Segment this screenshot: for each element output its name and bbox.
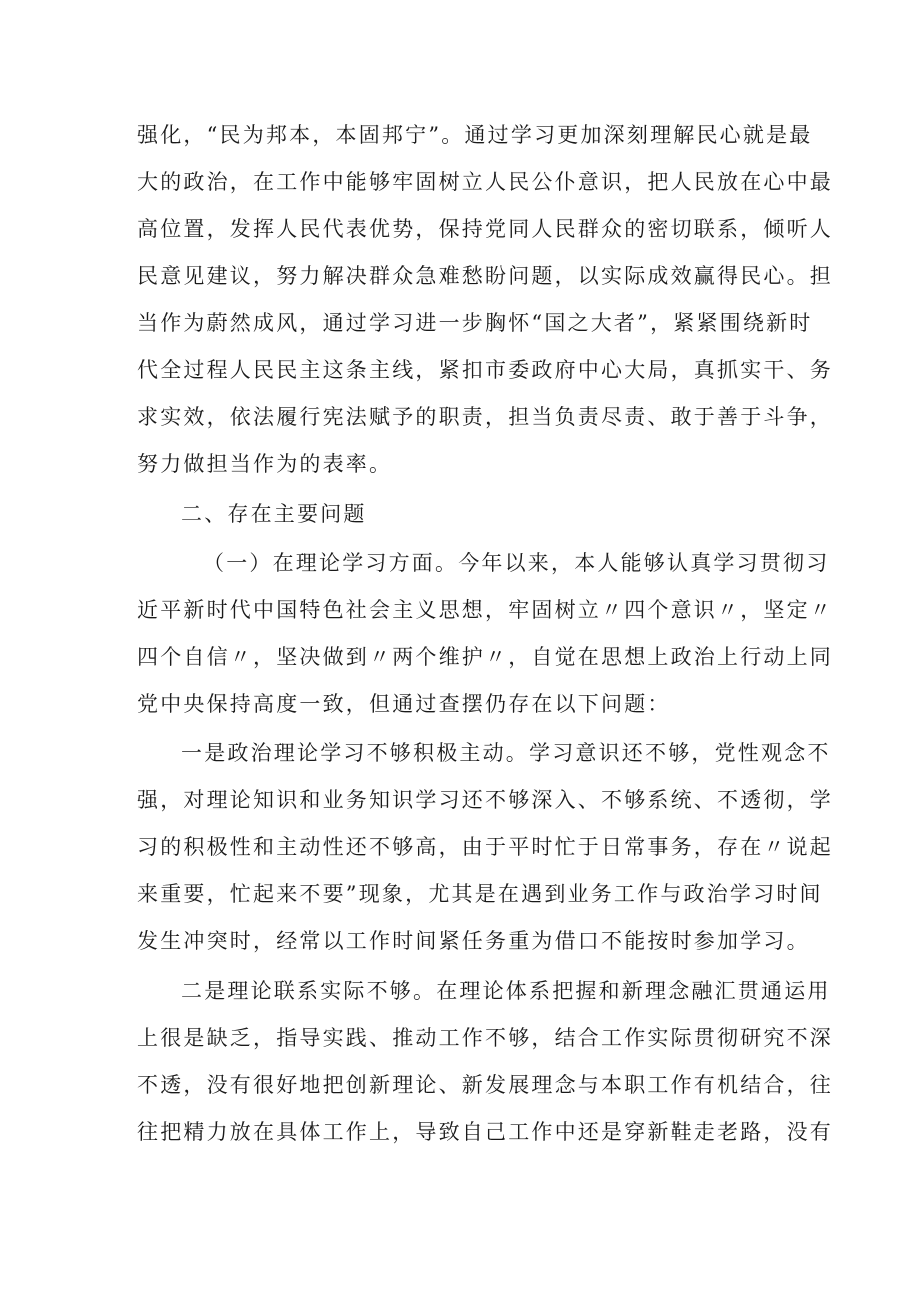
paragraph-line: 强化，“民为邦本，本固邦宁”。通过学习更加深刻理解民心就是最 xyxy=(137,123,813,147)
paragraph-line: 往把精力放在具体工作上，导致自己工作中还是穿新鞋走老路，没有 xyxy=(137,1120,833,1144)
paragraph-line: 党中央保持高度一致，但通过查摆仍存在以下问题： xyxy=(137,692,671,716)
paragraph-line: 发生冲突时，经常以工作时间紧任务重为借口不能按时参加学习。 xyxy=(137,929,810,953)
paragraph-line: 民意见建议，努力解决群众急难愁盼问题，以实际成效赢得民心。担 xyxy=(137,264,833,288)
paragraph-line: 高位置，发挥人民代表优势，保持党同人民群众的密切联系，倾听人 xyxy=(137,217,833,241)
paragraph-line: 习的积极性和主动性还不够高，由于平时忙于日常事务，存在〃说起 xyxy=(137,835,833,859)
paragraph-line: 四个自信〃，坚决做到〃两个维护〃，自觉在思想上政治上行动上同 xyxy=(137,645,833,669)
paragraph-line: 努力做担当作为的表率。 xyxy=(137,452,393,476)
paragraph-line: 近平新时代中国特色社会主义思想，牢固树立〃四个意识〃，坚定〃 xyxy=(137,598,833,622)
paragraph-line: （一）在理论学习方面。今年以来，本人能够认真学习贯彻习 xyxy=(203,551,830,575)
paragraph-line: 二是理论联系实际不够。在理论体系把握和新理念融汇贯通运用 xyxy=(181,979,831,1003)
paragraph-line: 一是政治理论学习不够积极主动。学习意识还不够，党性观念不 xyxy=(181,741,831,765)
paragraph-line: 代全过程人民民主这条主线，紧扣市委政府中心大局，真抓实干、务 xyxy=(137,358,833,382)
paragraph-line: 求实效，依法履行宪法赋予的职责，担当负责尽责、敢于善于斗争， xyxy=(137,405,833,429)
paragraph-line: 来重要，忙起来不要”现象，尤其是在遇到业务工作与政治学习时间 xyxy=(137,882,823,906)
section-heading: 二、存在主要问题 xyxy=(181,502,367,526)
paragraph-line: 不透，没有很好地把创新理论、新发展理念与本职工作有机结合，往 xyxy=(137,1073,833,1097)
paragraph-line: 上很是缺乏，指导实践、推动工作不够，结合工作实际贯彻研究不深 xyxy=(137,1026,833,1050)
paragraph-line: 当作为蔚然成风，通过学习进一步胸怀“国之大者”，紧紧围绕新时 xyxy=(137,311,813,335)
paragraph-line: 大的政治，在工作中能够牢固树立人民公仆意识，把人民放在心中最 xyxy=(137,170,833,194)
paragraph-line: 强，对理论知识和业务知识学习还不够深入、不够系统、不透彻，学 xyxy=(137,788,833,812)
